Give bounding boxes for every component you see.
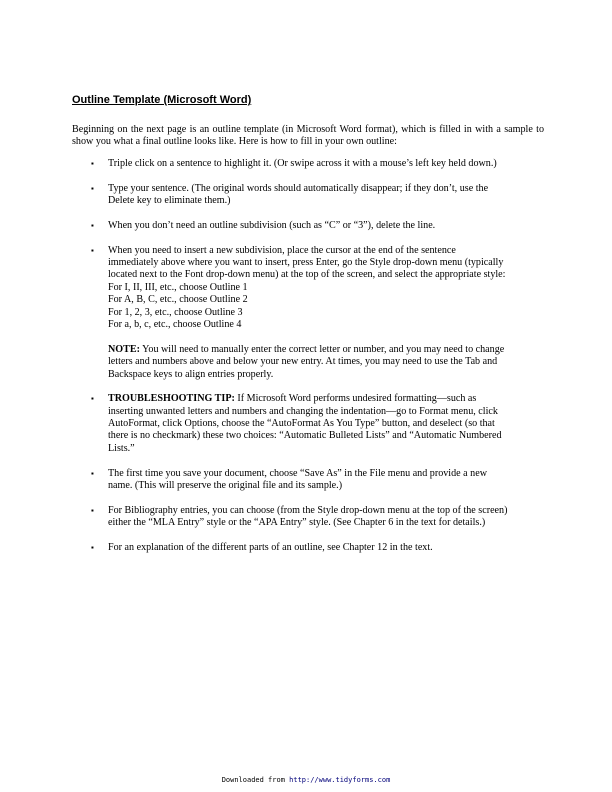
square-bullet-icon: ▪ [91,183,94,193]
list-item [0,220,508,232]
list-item [0,542,508,554]
note-text: You will need to manually enter the correct letter or number, and you may need to change letters and numbers above and below your new entry. At times, you may need to use the Tab and Backspace keys to align entries properly. [108,343,505,380]
square-bullet-icon: ▪ [91,245,94,255]
list-item-text: When you don’t need an outline subdivision (such as “C” or “3”), delete the line. [108,219,436,231]
list-item [0,505,508,530]
style-line-outline-4: For a, b, c, etc., choose Outline 4 [108,318,242,330]
troubleshooting-label: TROUBLESHOOTING TIP: [108,393,235,405]
list-item [0,393,508,455]
square-bullet-icon: ▪ [91,468,94,478]
footer-link[interactable]: http://www.tidyforms.com [289,776,391,784]
list-item [0,468,508,493]
square-bullet-icon: ▪ [91,394,94,404]
footer-prefix: Downloaded from [221,776,290,784]
instruction-list [0,158,612,567]
list-item [0,245,508,381]
note-label: NOTE: [108,343,140,355]
square-bullet-icon: ▪ [91,542,94,552]
list-item-text: Triple click on a sentence to highlight it. (Or swipe across it with a mouse’s left key held down.) [108,158,497,169]
page-footer [0,776,612,785]
style-line-outline-2: For A, B, C, etc., choose Outline 2 [108,294,248,306]
list-item-text: For Bibliography entries, you can choose (from the Style drop-down menu at the top of the screen) either the “MLA Entry” style or the “APA Entry” style. (See Chapter 6 in the text for details.) [108,504,508,529]
square-bullet-icon: ▪ [91,159,94,168]
list-item-text: Type your sentence. (The original words should automatically disappear; if they don’t, use the Delete key to eliminate them.) [108,182,489,207]
square-bullet-icon: ▪ [91,505,94,515]
list-item [0,183,508,208]
note-paragraph [108,344,508,381]
square-bullet-icon: ▪ [91,220,94,230]
troubleshooting-paragraph [108,393,508,455]
page-title: Outline Template (Microsoft Word) [72,94,252,106]
list-item-text: When you need to insert a new subdivision, place the cursor at the end of the sentence immediately above where you want to insert, press Enter, go the Style drop-down menu (typically located next to the Font drop-down menu) at the top of the screen, and select the appropriate style: [108,244,506,281]
list-item [0,158,508,170]
troubleshooting-text: If Microsoft Word performs undesired formatting—such as inserting unwanted letters and numbers and changing the indentation—go to Format menu, click AutoFormat, click Options, choose the “AutoFormat As You Type” button, and deselect (so that there is no checkmark) these two choices: “Automatic Bulleted Lists” and “Automatic Numbered Lists.” [108,393,502,454]
list-item-text: The first time you save your document, choose “Save As” in the File menu and provide a new name. (This will preserve the original file and its sample.) [108,467,487,491]
list-item-text: For an explanation of the different parts of an outline, see Chapter 12 in the text. [108,541,433,553]
style-line-outline-3: For 1, 2, 3, etc., choose Outline 3 [108,306,243,318]
style-line-outline-1: For I, II, III, etc., choose Outline 1 [108,281,248,293]
intro-paragraph: Beginning on the next page is an outline template (in Microsoft Word format), which is filled in with a sample to show you what a final outline looks like. Here is how to fill in your own outline: [72,124,544,148]
